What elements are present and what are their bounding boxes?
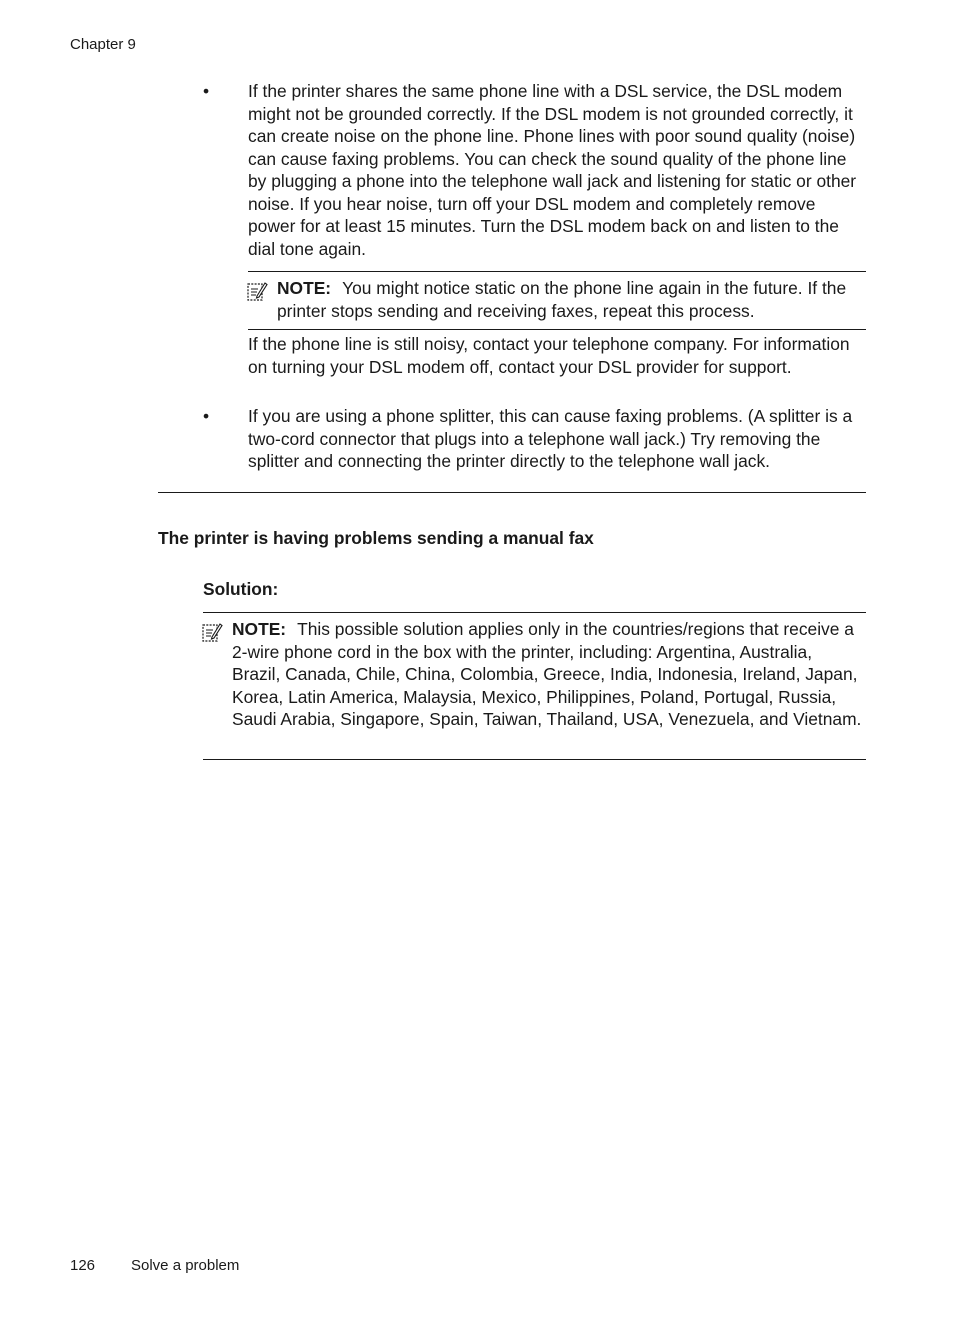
note-text: You might notice static on the phone line again in the future. If the printer stops sending and receiving faxes, repeat this process. [277, 278, 847, 321]
note-text: This possible solution applies only in the countries/regions that receive a 2-wire phone cord in the box with the printer, including: Argentina, Australia, Brazil, Canada, Chile, China, Colombia, Greece, India, Indonesia, Ireland, Japan, Korea, Latin America, Malaysia, Mexico, Philippines, Poland, Portugal, Russia, Saudi Arabia, Singapore, Spain, Taiwan, Thailand, USA, Venezuela, and Vietnam. [232, 619, 862, 729]
bullet-text-dsl: If the printer shares the same phone line with a DSL service, the DSL modem might not be grounded correctly. If the DSL modem is not grounded correctly, it can create noise on the phone line. Phone lines with poor sound quality (noise) can cause faxing problems. You can check the sound quality of the phone line by plugging a phone into the telephone wall jack and listening for static or other noise. If you hear noise, turn off your DSL modem and completely remove power for at least 15 minutes. Turn the DSL modem back on and listen to the dial tone again. [248, 81, 857, 259]
note-label: NOTE: [277, 278, 332, 298]
page-number: 126 [70, 1257, 96, 1274]
chapter-header: Chapter 9 [70, 36, 136, 53]
section-heading: The printer is having problems sending a manual fax [158, 528, 594, 548]
footer-section-title: Solve a problem [131, 1257, 240, 1274]
bullet-item-dsl [203, 80, 867, 260]
note-content [232, 618, 862, 731]
note-box-static [248, 271, 866, 330]
bullet-mark: • [203, 81, 210, 101]
note-icon [246, 280, 268, 302]
section-divider [158, 492, 866, 493]
note-icon [201, 621, 223, 643]
bullet-item-splitter [203, 405, 867, 473]
bullet-mark: • [203, 406, 210, 426]
note-content [277, 277, 862, 322]
bullet-text-splitter: If you are using a phone splitter, this can cause faxing problems. (A splitter is a two-cord connector that plugs into a telephone wall jack.) Try removing the splitter and connecting the printer directly to the telephone wall jack. [248, 406, 853, 471]
solution-label: Solution: [203, 579, 279, 599]
followup-paragraph: If the phone line is still noisy, contact your telephone company. For information on turning your DSL modem off, contact your DSL provider for support. [248, 334, 850, 377]
note-label: NOTE: [232, 619, 287, 639]
note-box-countries [203, 612, 866, 760]
